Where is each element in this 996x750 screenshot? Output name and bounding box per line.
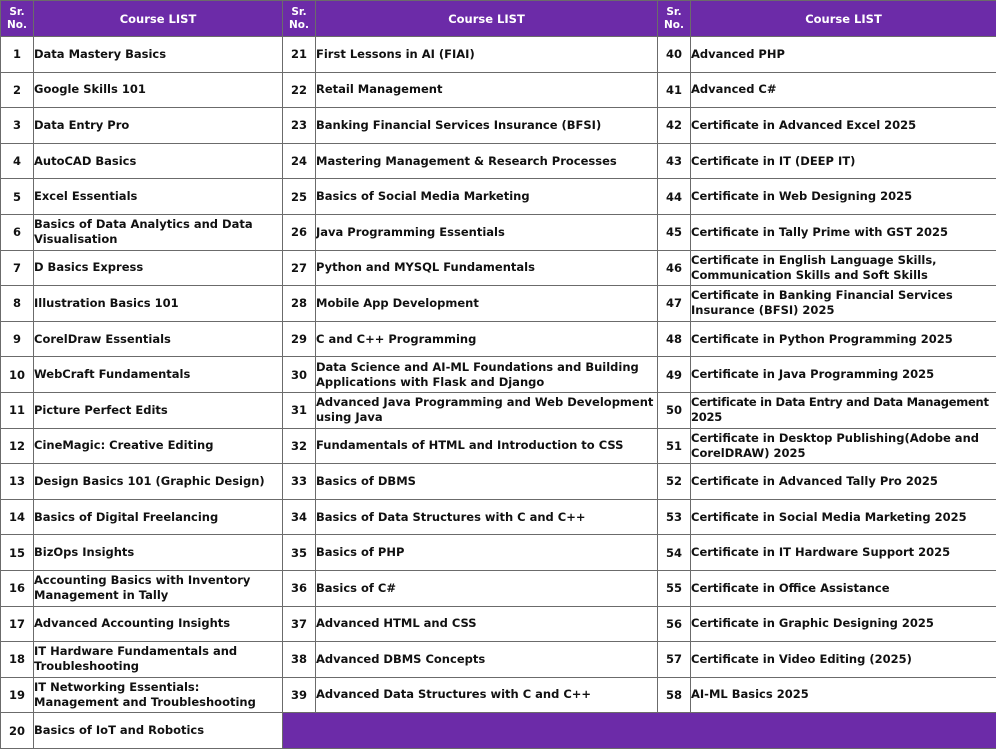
table-row	[1, 357, 996, 393]
course-name: Basics of IoT and Robotics	[34, 713, 283, 749]
course-number: 39	[283, 677, 316, 713]
course-number: 44	[658, 179, 691, 215]
course-name: D Basics Express	[34, 250, 283, 286]
course-number: 16	[1, 570, 34, 606]
course-number: 29	[283, 321, 316, 357]
course-name: Advanced C#	[691, 72, 996, 108]
course-list-header: Course LIST	[691, 1, 996, 37]
course-number: 34	[283, 499, 316, 535]
course-number: 24	[283, 143, 316, 179]
course-number: 1	[1, 37, 34, 73]
table-row	[1, 642, 996, 678]
course-name: Certificate in Video Editing (2025)	[691, 642, 996, 678]
table-row	[1, 286, 996, 322]
course-number: 53	[658, 499, 691, 535]
course-number: 43	[658, 143, 691, 179]
course-name: Mobile App Development	[316, 286, 658, 322]
course-number: 12	[1, 428, 34, 464]
course-number: 33	[283, 464, 316, 500]
table-row	[1, 321, 996, 357]
course-name: Certificate in Tally Prime with GST 2025	[691, 214, 996, 250]
course-number: 49	[658, 357, 691, 393]
course-number: 18	[1, 642, 34, 678]
table-row	[1, 37, 996, 73]
course-list-header: Course LIST	[34, 1, 283, 37]
course-number: 4	[1, 143, 34, 179]
table-row	[1, 250, 996, 286]
course-number: 20	[1, 713, 34, 749]
course-name: Certificate in Desktop Publishing(Adobe and CorelDRAW) 2025	[691, 428, 996, 464]
course-name: Certificate in Graphic Designing 2025	[691, 606, 996, 642]
course-name: Google Skills 101	[34, 72, 283, 108]
course-name: Accounting Basics with Inventory Management in Tally	[34, 570, 283, 606]
course-number: 19	[1, 677, 34, 713]
course-list-header: Course LIST	[316, 1, 658, 37]
course-name: Basics of PHP	[316, 535, 658, 571]
course-name: IT Networking Essentials: Management and Troubleshooting	[34, 677, 283, 713]
course-number: 25	[283, 179, 316, 215]
course-name: Data Entry Pro	[34, 108, 283, 144]
course-name: Python and MYSQL Fundamentals	[316, 250, 658, 286]
course-name: Advanced HTML and CSS	[316, 606, 658, 642]
course-number: 15	[1, 535, 34, 571]
course-number: 7	[1, 250, 34, 286]
course-name: Certificate in English Language Skills, Communication Skills and Soft Skills	[691, 250, 996, 286]
course-number: 38	[283, 642, 316, 678]
course-name: Retail Management	[316, 72, 658, 108]
course-number: 14	[1, 499, 34, 535]
table-row	[1, 143, 996, 179]
course-name: CorelDraw Essentials	[34, 321, 283, 357]
course-name: Certificate in Social Media Marketing 2025	[691, 499, 996, 535]
course-number: 36	[283, 570, 316, 606]
course-number: 31	[283, 392, 316, 428]
course-name: WebCraft Fundamentals	[34, 357, 283, 393]
course-number: 28	[283, 286, 316, 322]
course-number: 8	[1, 286, 34, 322]
course-name: Basics of Data Analytics and Data Visualisation	[34, 214, 283, 250]
course-name: Certificate in Java Programming 2025	[691, 357, 996, 393]
course-number: 21	[283, 37, 316, 73]
sr-no-header: Sr. No.	[283, 1, 316, 37]
course-number: 11	[1, 392, 34, 428]
course-name: Certificate in Advanced Tally Pro 2025	[691, 464, 996, 500]
course-name: Certificate in Banking Financial Services Insurance (BFSI) 2025	[691, 286, 996, 322]
table-row	[1, 72, 996, 108]
table-row	[1, 570, 996, 606]
course-number: 35	[283, 535, 316, 571]
course-number: 50	[658, 392, 691, 428]
course-name: Advanced DBMS Concepts	[316, 642, 658, 678]
course-number: 23	[283, 108, 316, 144]
course-name: BizOps Insights	[34, 535, 283, 571]
course-number: 32	[283, 428, 316, 464]
course-name: Basics of Digital Freelancing	[34, 499, 283, 535]
course-number: 10	[1, 357, 34, 393]
table-row	[1, 108, 996, 144]
course-number: 37	[283, 606, 316, 642]
course-name: Mastering Management & Research Processes	[316, 143, 658, 179]
course-name: Certificate in Advanced Excel 2025	[691, 108, 996, 144]
course-number: 46	[658, 250, 691, 286]
course-name: Picture Perfect Edits	[34, 392, 283, 428]
table-row	[1, 428, 996, 464]
course-number: 2	[1, 72, 34, 108]
course-name: CineMagic: Creative Editing	[34, 428, 283, 464]
table-row	[1, 179, 996, 215]
course-number: 9	[1, 321, 34, 357]
course-name: First Lessons in AI (FIAI)	[316, 37, 658, 73]
course-name: Basics of Social Media Marketing	[316, 179, 658, 215]
course-name: AI-ML Basics 2025	[691, 677, 996, 713]
course-number: 13	[1, 464, 34, 500]
course-number: 58	[658, 677, 691, 713]
course-name: Certificate in IT (DEEP IT)	[691, 143, 996, 179]
course-number: 52	[658, 464, 691, 500]
course-name: Basics of DBMS	[316, 464, 658, 500]
course-name: Data Science and AI-ML Foundations and Building Applications with Flask and Django	[316, 357, 658, 393]
course-name: Advanced PHP	[691, 37, 996, 73]
course-name: Basics of C#	[316, 570, 658, 606]
course-number: 40	[658, 37, 691, 73]
course-number: 51	[658, 428, 691, 464]
sr-no-header: Sr. No.	[658, 1, 691, 37]
course-name: Java Programming Essentials	[316, 214, 658, 250]
course-number: 41	[658, 72, 691, 108]
course-name: Advanced Data Structures with C and C++	[316, 677, 658, 713]
course-number: 57	[658, 642, 691, 678]
sr-no-header: Sr. No.	[1, 1, 34, 37]
table-row	[1, 464, 996, 500]
header-row	[1, 1, 996, 37]
course-number: 55	[658, 570, 691, 606]
course-number: 22	[283, 72, 316, 108]
course-name: Illustration Basics 101	[34, 286, 283, 322]
course-name: Basics of Data Structures with C and C++	[316, 499, 658, 535]
table-row	[1, 535, 996, 571]
course-name: IT Hardware Fundamentals and Troubleshooting	[34, 642, 283, 678]
course-number: 6	[1, 214, 34, 250]
course-name: Certificate in Python Programming 2025	[691, 321, 996, 357]
course-name: Data Mastery Basics	[34, 37, 283, 73]
course-number: 17	[1, 606, 34, 642]
table-row	[1, 499, 996, 535]
course-name: Excel Essentials	[34, 179, 283, 215]
course-name: Certificate in Office Assistance	[691, 570, 996, 606]
course-number: 26	[283, 214, 316, 250]
course-name: Advanced Java Programming and Web Development using Java	[316, 392, 658, 428]
table-row	[1, 606, 996, 642]
course-table-body	[1, 37, 996, 749]
course-number: 56	[658, 606, 691, 642]
course-name: C and C++ Programming	[316, 321, 658, 357]
course-number: 48	[658, 321, 691, 357]
course-name: Banking Financial Services Insurance (BFSI)	[316, 108, 658, 144]
course-name: Fundamentals of HTML and Introduction to CSS	[316, 428, 658, 464]
filler-block	[283, 713, 996, 749]
table-row	[1, 677, 996, 713]
course-number: 3	[1, 108, 34, 144]
course-name: Design Basics 101 (Graphic Design)	[34, 464, 283, 500]
course-name: Certificate in IT Hardware Support 2025	[691, 535, 996, 571]
course-name: Advanced Accounting Insights	[34, 606, 283, 642]
course-number: 45	[658, 214, 691, 250]
course-name: Certificate in Web Designing 2025	[691, 179, 996, 215]
course-number: 5	[1, 179, 34, 215]
course-number: 42	[658, 108, 691, 144]
course-name: AutoCAD Basics	[34, 143, 283, 179]
course-number: 30	[283, 357, 316, 393]
course-number: 54	[658, 535, 691, 571]
course-name: Certificate in Data Entry and Data Management 2025	[691, 392, 996, 428]
course-number: 27	[283, 250, 316, 286]
table-row	[1, 392, 996, 428]
table-row	[1, 214, 996, 250]
table-row	[1, 713, 996, 749]
course-number: 47	[658, 286, 691, 322]
